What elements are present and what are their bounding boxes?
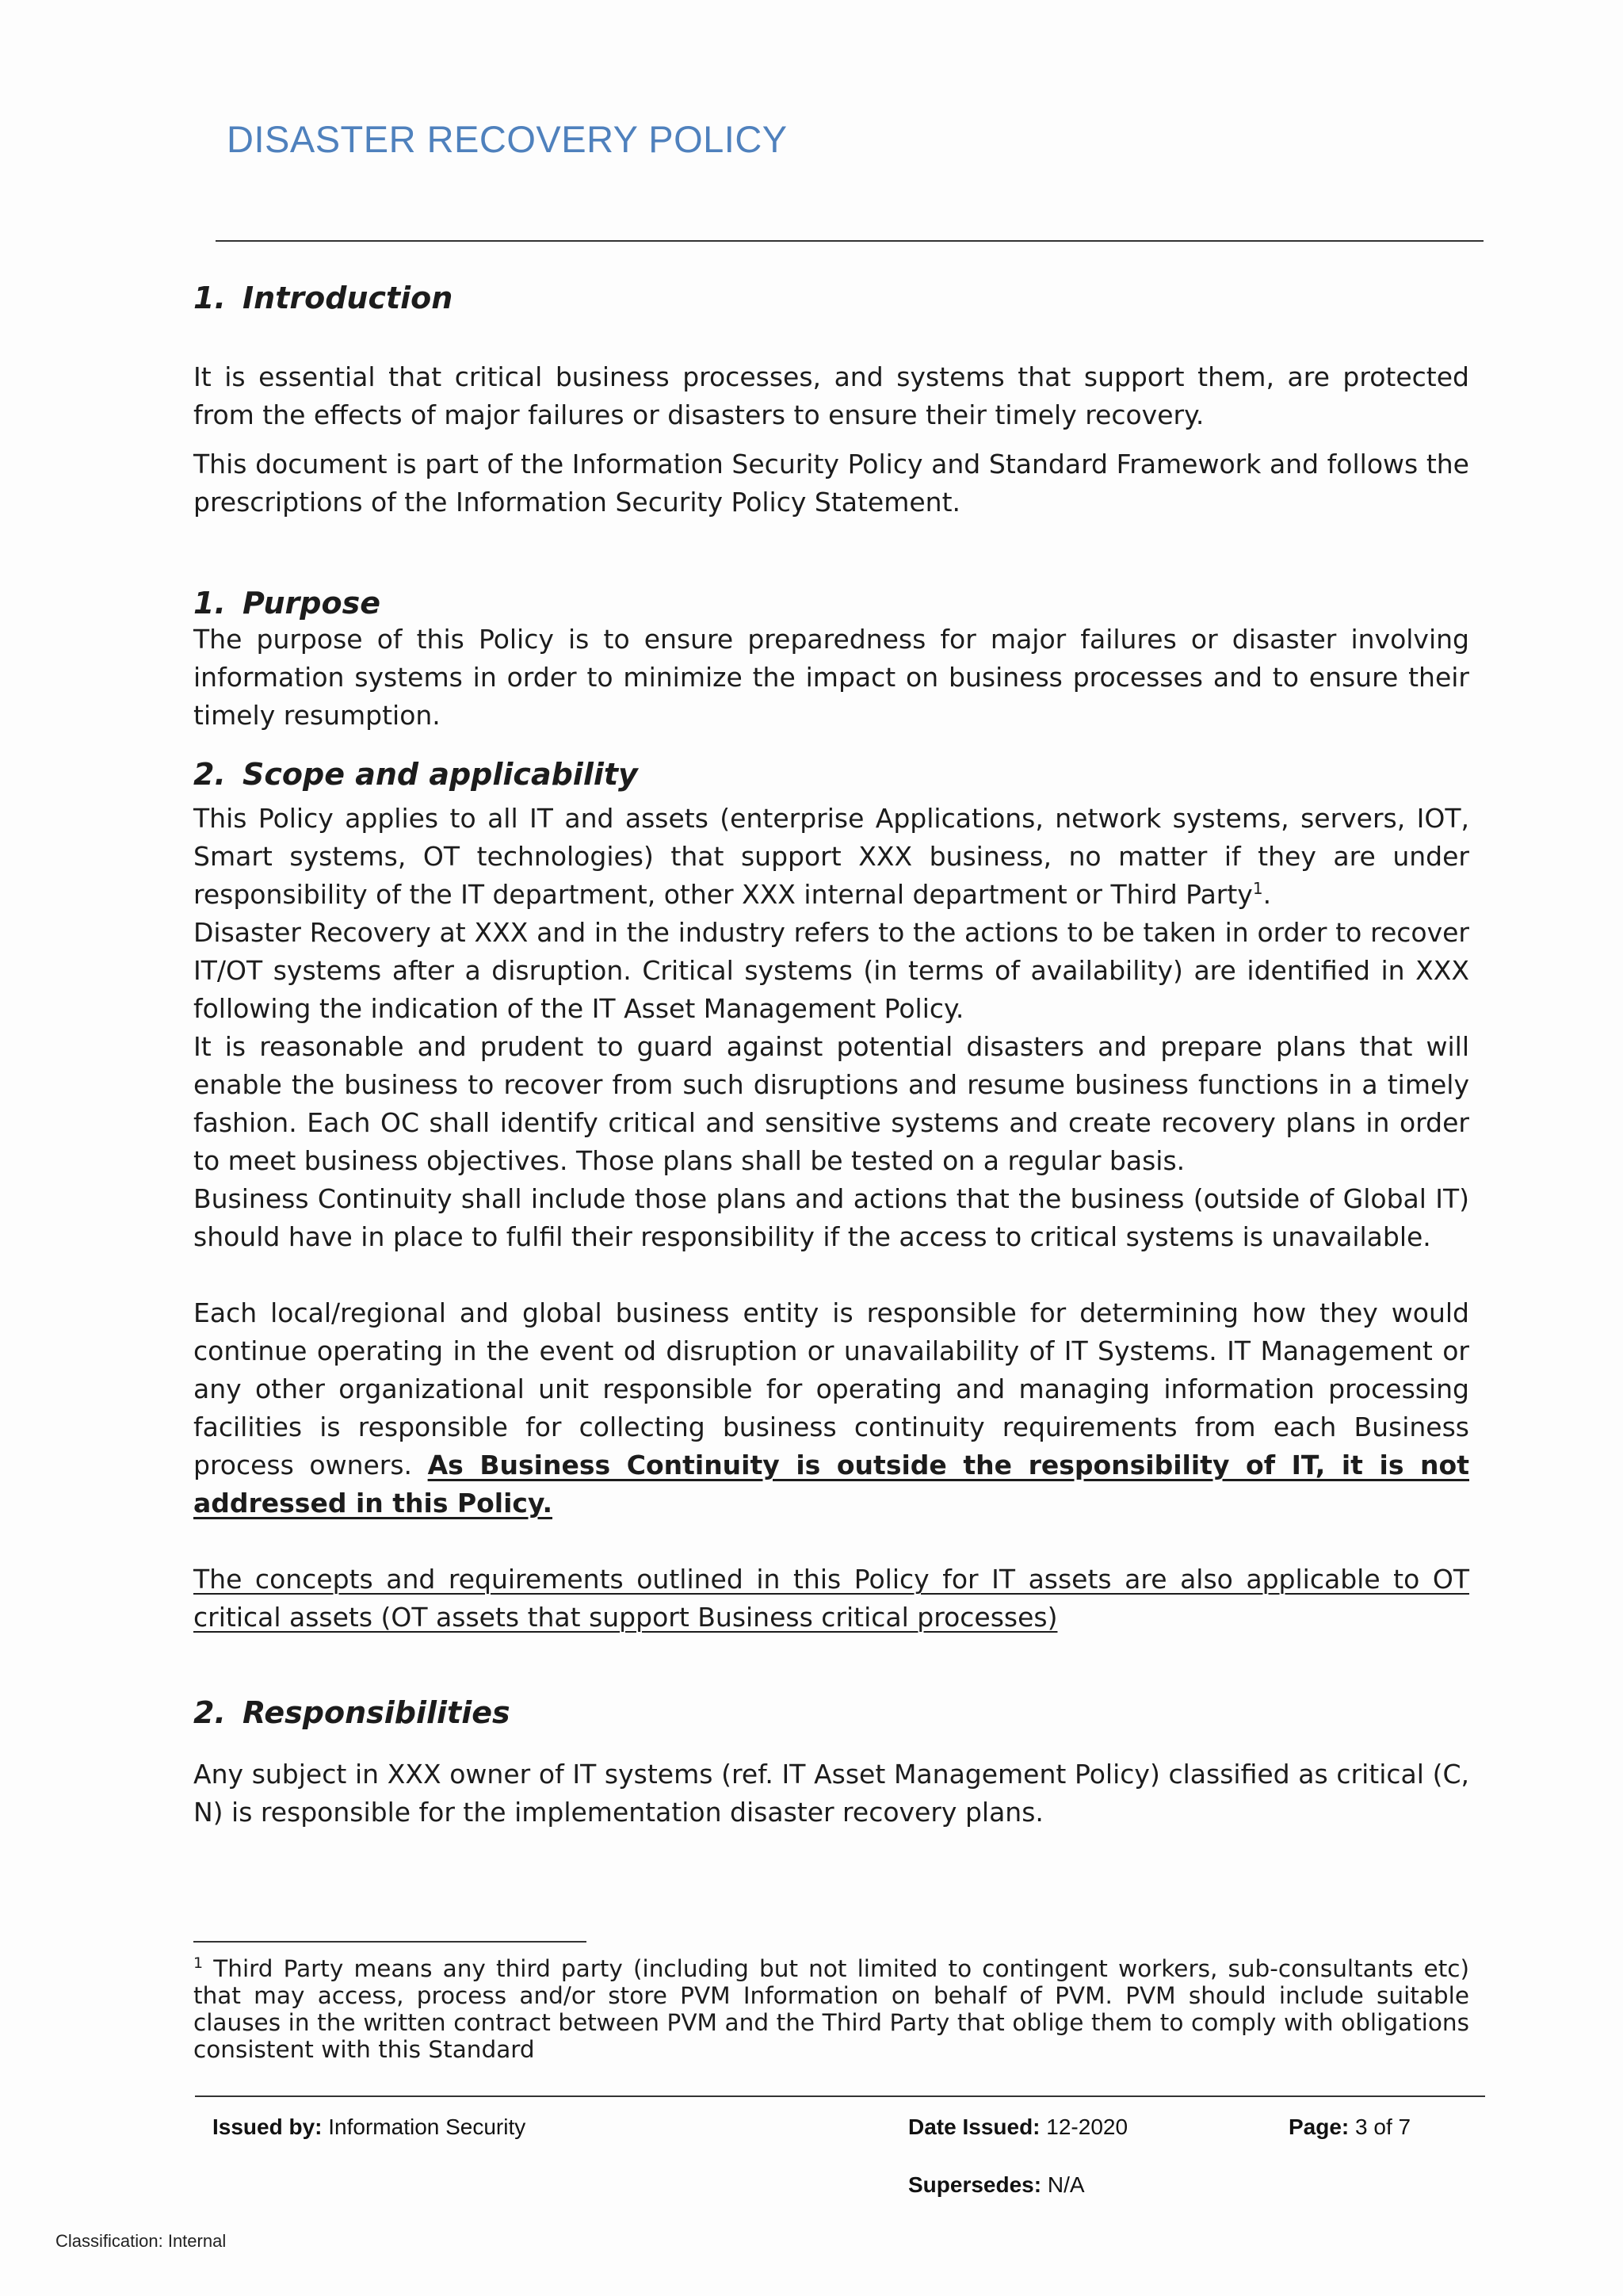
scope-paragraph-5 (193, 1294, 1469, 1522)
footer-supersedes (908, 2172, 1085, 2198)
scope-paragraph-1-text: This Policy applies to all IT and assets (enterprise Applications, network systems, servers, IOT, Smart systems, OT technologies) that support XXX business, no matter if they are under responsibility of the IT department, other XXX internal department or Third Party (193, 803, 1469, 910)
footnote-text: Third Party means any third party (including but not limited to contingent workers, sub-consultants etc) that may access, process and/or store PVM Information on behalf of PVM. PVM should include suitable clauses in the written contract between PVM and the Third Party that oblige them to comply with obligations consistent with this Standard (193, 1955, 1469, 2063)
section-responsibilities-heading (193, 1692, 1469, 1733)
supersedes-value: N/A (1047, 2172, 1085, 2197)
footer-date-issued (908, 2115, 1128, 2140)
date-issued-label: Date Issued: (908, 2115, 1041, 2139)
section-title: Responsibilities (242, 1695, 510, 1730)
classification-label: Classification: Internal (55, 2231, 227, 2251)
scope-paragraph-2: Disaster Recovery at XXX and in the industry refers to the actions to be taken in order to recover IT/OT systems after a disruption. Critical systems (in terms of availability) are identified in XXX following the indication of the IT Asset Management Policy. (193, 917, 1469, 1024)
footnote-marker: 1 (193, 1954, 204, 1973)
section-title: Purpose (242, 586, 380, 621)
responsibilities-paragraph-1: Any subject in XXX owner of IT systems (ref. IT Asset Management Policy) classified as critical (C, N) is responsible for the implementation disaster recovery plans. (193, 1759, 1469, 1828)
document-body (193, 262, 1469, 1832)
introduction-paragraph-1: It is essential that critical business processes, and systems that support them, are protected from the effects of major failures or disasters to ensure their timely recovery. (193, 361, 1469, 430)
purpose-paragraph-1: The purpose of this Policy is to ensure preparedness for major failures or disaster involving information systems in order to minimize the impact on business processes and to ensure their timely resumption. (193, 624, 1469, 731)
footnote (193, 1955, 1469, 2063)
footnote-reference[interactable]: 1 (1252, 879, 1263, 898)
header-divider (216, 240, 1484, 242)
page-label: Page: (1289, 2115, 1350, 2139)
section-purpose-heading (193, 583, 1469, 624)
supersedes-label: Supersedes: (908, 2172, 1042, 2197)
section-number: 1. (193, 586, 226, 621)
footer-issued-by (212, 2115, 525, 2140)
scope-paragraph-1-end: . (1262, 879, 1272, 910)
scope-paragraph-1 (193, 800, 1469, 914)
scope-paragraph-5-text: Each local/regional and global business entity is responsible for determining how they would continue operating in the event od disruption or unavailability of IT Systems. IT Management or any other organizational unit responsible for operating and managing information processing facilities is responsible for collecting business continuity requirements from each Business process owners. (193, 1297, 1469, 1480)
section-number: 2. (193, 757, 226, 792)
business-continuity-note-end: addressed in this Policy. (193, 1488, 553, 1519)
date-issued-value: 12-2020 (1046, 2115, 1128, 2139)
section-title: Scope and applicability (242, 757, 638, 792)
section-scope-heading (193, 754, 1469, 795)
issued-by-label: Issued by: (212, 2115, 323, 2139)
introduction-paragraph-2: This document is part of the Information Security Policy and Standard Framework and follows the prescriptions of the Information Security Policy Statement. (193, 449, 1469, 518)
scope-paragraph-3: It is reasonable and prudent to guard against potential disasters and prepare plans that will enable the business to recover from such disruptions and resume business functions in a timely fashion. Each OC shall identify critical and sensitive systems and create recovery plans in order to meet business objectives. Those plans shall be tested on a regular basis. (193, 1031, 1469, 1176)
section-title: Introduction (242, 281, 453, 315)
footer-divider (195, 2095, 1485, 2097)
section-number: 1. (193, 281, 226, 315)
business-continuity-note: As Business Continuity is outside the responsibility of IT, it is not (427, 1450, 1469, 1480)
page-value: 3 of 7 (1355, 2115, 1411, 2139)
issued-by-value: Information Security (328, 2115, 526, 2139)
scope-paragraph-4: Business Continuity shall include those plans and actions that the business (outside of Global IT) should have in place to fulfil their responsibility if the access to critical systems is unavailable. (193, 1183, 1469, 1252)
footnote-divider (193, 1941, 586, 1943)
scope-paragraph-6: The concepts and requirements outlined in this Policy for IT assets are also applicable to OT critical assets (OT assets that support Business critical processes) (193, 1564, 1469, 1633)
document-title: DISASTER RECOVERY POLICY (227, 118, 788, 160)
footer-page-number (1289, 2115, 1411, 2140)
section-number: 2. (193, 1695, 226, 1730)
section-introduction-heading (193, 277, 1469, 319)
